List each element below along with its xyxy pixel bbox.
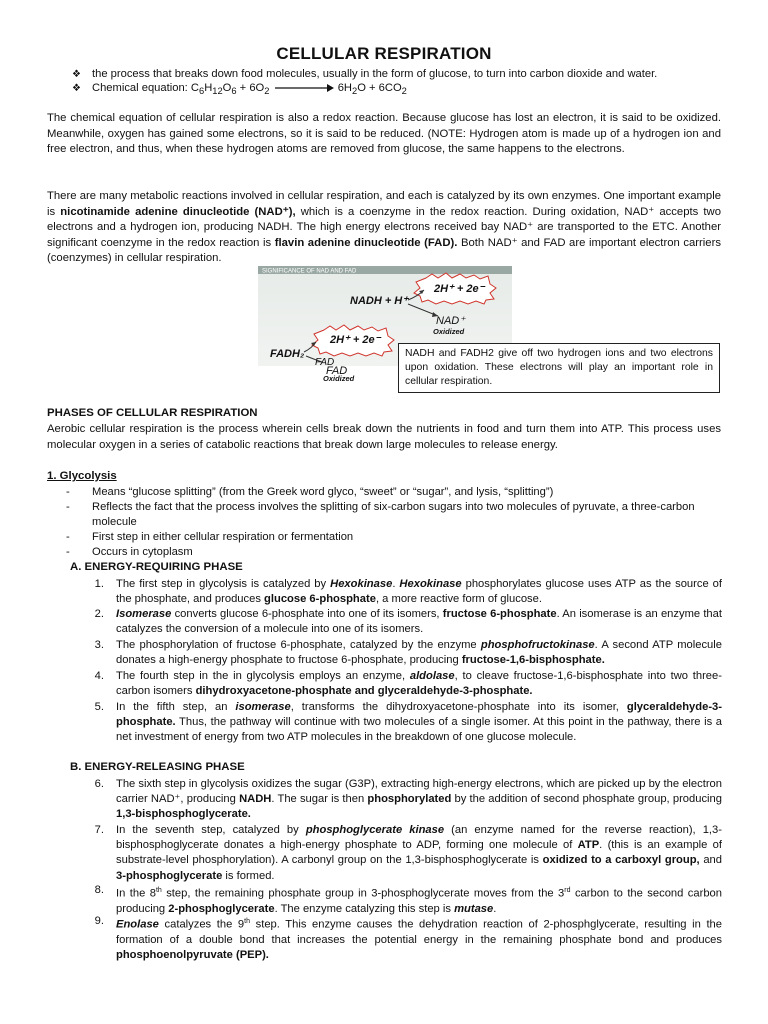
glycolysis-step: 2. Isomerase converts glucose 6-phosphate into one of its isomers, fructose 6-phosphate. An isomerase is an enzyme that catalyzes the conversion of a molecule into one of its isomers. [94,608,722,636]
equation-bullet: ❖ Chemical equation: $C_6H_{12}O_6 + 6O_2$ $6H_2O + 6CO_2$ [72,82,407,97]
figure-caption-box: NADH and FADH2 give off two hydrogen ions and two electrons upon oxidation. These electrons will play an important role in cellular respiration. [398,343,720,393]
energy-requiring-heading: A. ENERGY-REQUIRING PHASE [70,561,243,573]
svg-text:NAD⁺: NAD⁺ [436,315,466,327]
glycolysis-step: 6. The sixth step in glycolysis oxidizes the sugar (G3P), extracting high-energy electrons, which are picked up by the electron carrier NAD⁺, producing NADH. The sugar is then phosphorylated by the addition of second phosphate group, producing 1,3-bisphosphoglycerate. [94,778,722,821]
phases-heading: PHASES OF CELLULAR RESPIRATION [47,407,258,419]
svg-text:2H⁺ + 2e⁻: 2H⁺ + 2e⁻ [330,334,381,346]
glycolysis-step: 5. In the fifth step, an isomerase, transforms the dihydroxyacetone-phosphate into its isomer, glyceraldehyde-3-phosphate. Thus, the pathway will continue with two molecules of a single isomer. At this point in the pathway, there is a net investment of energy from two ATP molecules in the breakdown of one glucose molecule. [94,701,722,744]
glycolysis-point: - Means “glucose splitting” (from the Greek word glyco, “sweet” or “sugar”, and lysis, “splitting”) [66,486,554,498]
glycolysis-step: 1. The first step in glycolysis is catalyzed by Hexokinase. Hexokinase phosphorylates glucose uses ATP as the source of the phosphate, and produces glucose 6-phosphate, a more reactive form of glucose. [94,578,723,606]
page-title: CELLULAR RESPIRATION [276,44,492,63]
svg-text:NADH + H⁺: NADH + H⁺ [350,295,409,307]
fad-oxidized-label: Oxidized [323,374,355,383]
glycolysis-step: 8. In the 8th step, the remaining phosphate group in 3-phosphoglycerate moves from the 3rd carbon to the second carbon producing 2-phosphoglycerate. The enzyme catalyzing this step is mutase. [94,884,722,915]
coenzyme-paragraph: There are many metabolic reactions involved in cellular respiration, and each is catalyzed by its own enzymes. One important example is nicotinamide adenine dinucleotide (NAD⁺), which is a coenzyme in the redox reaction. During oxidation, NAD⁺ accepts two electrons and a hydrogen ion, producing NADH. The high energy electrons received bay NAD⁺ are transported to the ETC. Another significant coenzyme in the redox reaction is flavin adenine dinucleotide (FAD). Both NAD⁺ and FAD are important electron carriers (coenzymes) in cellular respiration. [47,190,721,264]
equation-reactants: $C_6H_{12}O_6 + 6O_2$ [190,82,270,97]
diamond-bullet-icon: ❖ [72,83,81,94]
glycolysis-step: 3. The phosphorylation of fructose 6-phosphate, catalyzed by the enzyme phosphofructokinase. A second ATP molecule donates a high-energy phosphate to fructose 6-phosphate, producing fructose-1,6-bisphosphate. [94,639,722,667]
redox-paragraph: The chemical equation of cellular respiration is also a redox reaction. Because glucose has lost an electron, it is said to be oxidized. Meanwhile, oxygen has gained some electrons, so it is said to be reduced. (NOTE: Hydrogen atom is made up of a hydrogen ion and free electron, and thus, when these hydrogen atoms are removed from glucose, the same happens to the electrons. [47,112,721,155]
glycolysis-step: 9. Enolase catalyzes the 9th step. This enzyme causes the dehydration reaction of 2-phosphglycerate, resulting in the formation of a double bond that increases the potential energy in the remaining phosphate bond and produces phosphoenolpyruvate (PEP). [94,915,722,962]
fad-label: FAD [315,357,335,368]
svg-text:FAD: FAD [326,365,348,377]
svg-text:FADH₂: FADH₂ [270,348,305,360]
glycolysis-point: - First step in either cellular respiration or fermentation [66,531,354,543]
energy-releasing-heading: B. ENERGY-RELEASING PHASE [70,761,245,773]
glycolysis-heading: 1. Glycolysis [47,470,117,482]
glycolysis-point: - Occurs in cytoplasm [66,546,193,558]
glycolysis-step: 7. In the seventh step, catalyzed by phosphoglycerate kinase (an enzyme named for the reverse reaction), 1,3-bisphosphoglycerate donates a high-energy phosphate to ADP, forming one molecule of ATP. (this is an example of substrate-level phosphorylation). A carbonyl group on the 1,3-bisphosphoglycerate is oxidized to a carboxyl group, and 3-phosphoglycerate is formed. [94,824,723,882]
equation-products: $6H_2O + 6CO_2$ [337,82,407,97]
glycolysis-step: 4. The fourth step in the in glycolysis employs an enzyme, aldolase, to cleave fructose-1,6-bisphosphate into two three-carbon isomers dihydroxyacetone-phosphate and glyceraldehyde-3-phosphate. [94,670,722,698]
svg-text:2H⁺ + 2e⁻: 2H⁺ + 2e⁻ [434,283,485,295]
reaction-arrow-icon [273,83,335,93]
svg-text:Oxidized: Oxidized [433,327,465,336]
svg-text:SIGNIFICANCE OF NAD AND FAD: SIGNIFICANCE OF NAD AND FAD [262,268,357,275]
definition-bullet: ❖ the process that breaks down food molecules, usually in the form of glucose, to turn into carbon dioxide and water. [72,68,658,80]
glycolysis-point: - Reflects the fact that the process involves the splitting of six-carbon sugars into two molecules of pyruvate, a three-carbon molecule [66,501,695,528]
phases-paragraph: Aerobic cellular respiration is the process wherein cells break down the nutrients in food and turn them into ATP. This process uses molecular oxygen in a series of catabolic reactions that break down large molecules to release energy. [47,423,721,451]
diamond-bullet-icon: ❖ [72,69,81,80]
